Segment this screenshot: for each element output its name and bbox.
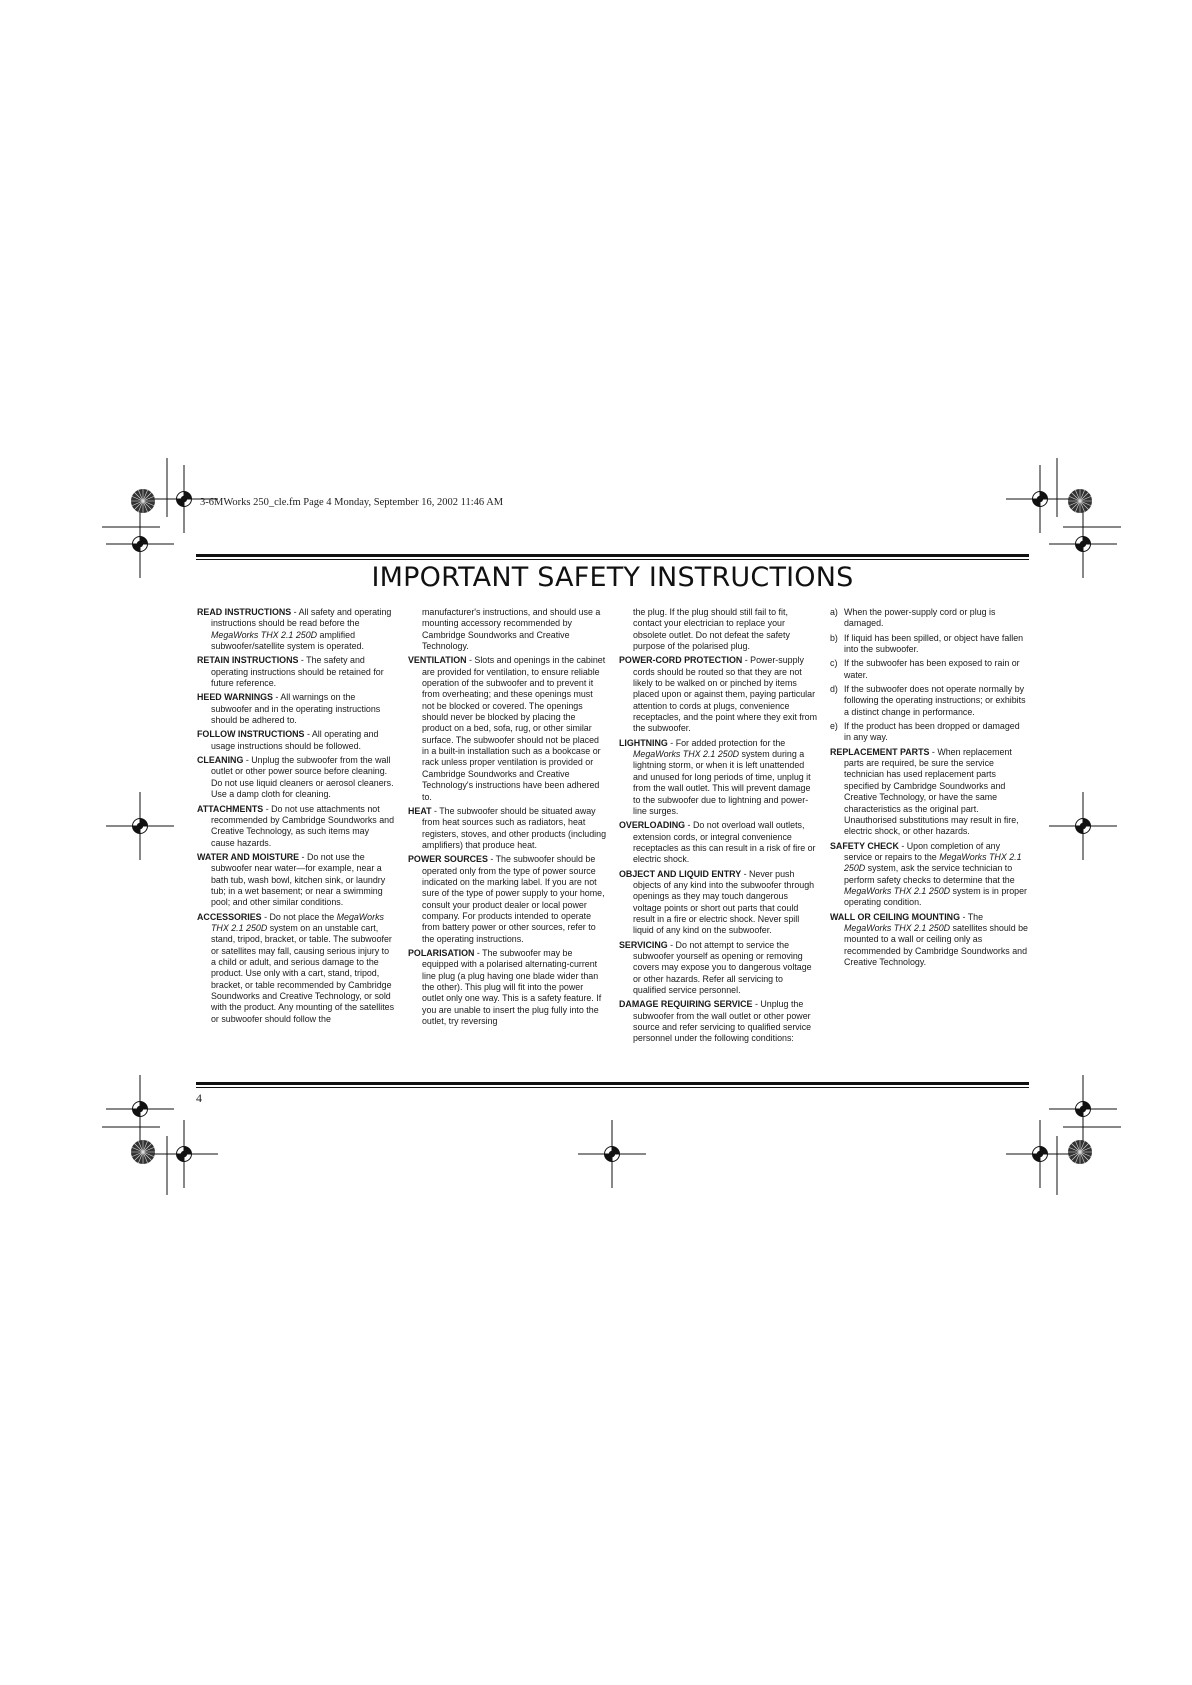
product-name: MegaWorks THX 2.1 250D [844, 922, 951, 933]
instruction-servicing [619, 940, 817, 997]
condition-text: When the power-supply cord or plug is damaged. [844, 607, 996, 629]
instruction-text: - All safety and operating instructions should be read before the [211, 607, 392, 629]
condition-item [830, 721, 1028, 744]
instruction-heat [408, 806, 607, 851]
instruction-heading: CLEANING [197, 755, 244, 766]
instruction-text: amplified subwoofer/satellite system is operated. [211, 629, 364, 652]
instruction-text: - All operating and usage instructions should be followed. [211, 729, 379, 751]
column-4 [830, 607, 1028, 971]
instruction-polarisation [408, 948, 607, 1027]
instruction-heading: FOLLOW INSTRUCTIONS [197, 729, 305, 740]
instruction-text: - All warnings on the subwoofer and in the operating instructions should be adhered to. [211, 692, 381, 726]
instruction-water-moisture [197, 852, 395, 909]
instruction-heading: VENTILATION [408, 655, 467, 666]
condition-item [830, 658, 1028, 681]
condition-item [830, 684, 1028, 718]
instruction-object-liquid [619, 869, 817, 937]
instruction-text: - Do not use the subwoofer near water—for example, near a bath tub, wash bowl, kitchen sink, or laundry tub; in a wet basement; or near a swimming pool; and other similar conditions. [211, 851, 386, 908]
instruction-heading: ACCESSORIES [197, 911, 262, 922]
condition-letter: c) [830, 658, 838, 669]
instruction-text: - Never push objects of any kind into the subwoofer through openings as they may touch dangerous voltage points or short out parts that could result in a fire or electric shock. Never spill liquid of any kind on the subwoofer. [633, 868, 815, 936]
instruction-text: - Do not overload wall outlets, extension cords, or integral convenience receptacles as this can result in a risk of fire or electric shock. [633, 820, 816, 865]
condition-text: If the product has been dropped or damaged in any way. [844, 721, 1020, 743]
instruction-heading: POWER SOURCES [408, 854, 488, 865]
page-title: IMPORTANT SAFETY INSTRUCTIONS [371, 562, 854, 593]
instruction-overloading [619, 820, 817, 865]
product-name: MegaWorks THX 2.1 250D [211, 911, 384, 933]
instruction-safety-check [830, 841, 1028, 909]
instruction-heading: OBJECT AND LIQUID ENTRY [619, 868, 742, 879]
condition-text: If liquid has been spilled, or object have fallen into the subwoofer. [844, 632, 1024, 655]
instruction-cleaning [197, 755, 395, 800]
instruction-heading: HEED WARNINGS [197, 692, 273, 703]
instruction-text: - The subwoofer may be equipped with a polarised alternating-current line plug (a plug having one blade wider than the other). This plug will fit into the power outlet only one way. This is a safety feature. If you are unable to insert the plug fully into the outlet, try reversing [422, 947, 602, 1027]
product-name: MegaWorks THX 2.1 250D [844, 885, 951, 896]
instruction-power-sources [408, 854, 607, 945]
instruction-ventilation [408, 655, 607, 802]
instruction-retain [197, 655, 395, 689]
instruction-replacement-parts [830, 747, 1028, 838]
page-number: 4 [196, 1091, 202, 1105]
instruction-text: - Power-supply cords should be routed so that they are not likely to be walked on or pinched by items placed upon or against them, paying particular attention to cords at plugs, convenience receptacles, and the point where they exit from the subwoofer. [633, 655, 818, 734]
instruction-attachments [197, 804, 395, 849]
instruction-heading: HEAT [408, 805, 432, 816]
instruction-heading: DAMAGE REQUIRING SERVICE [619, 999, 753, 1010]
instruction-heading: WATER AND MOISTURE [197, 851, 300, 862]
instruction-text: - The [960, 911, 984, 922]
instruction-text: system on an unstable cart, stand, tripod, bracket, or table. The subwoofer or satellites may fall, causing serious injury to a child or adult, and serious damage to the product. Use only with a cart, stand, tripod, bracket, or table recommended by Cambridge Soundworks and Creative Technology, or sold with the product. Any mounting of the satellites or subwoofer should follow the [211, 922, 395, 1024]
instruction-text: - Do not attempt to service the subwoofer yourself as opening or removing covers may expose you to dangerous voltage or other hazards. Refer all servicing to qualified service personnel. [633, 939, 812, 995]
bottom-rule [196, 1082, 1029, 1085]
continuation-text: the plug. If the plug should still fail to fit, contact your electrician to replace your obsolete outlet. Do not defeat the safety purpose of the polarised plug. [633, 607, 790, 652]
instruction-text: - Slots and openings in the cabinet are provided for ventilation, to ensure reliable operation of the subwoofer and to prevent it from overheating; and these openings must not be blocked or covered. The openings should never be blocked by placing the product on a bed, sofa, rug, or other similar surface. The subwoofer should not be placed in a built-in installation such as a bookcase or rack unless proper ventilation is provided or Cambridge Soundworks and Creative Technology's instructions have been adhered to. [422, 655, 606, 802]
instruction-damage-service [619, 999, 817, 1044]
instruction-text: - Do not use attachments not recommended by Cambridge Soundworks and Creative Technology, as such items may cause hazards. [211, 803, 395, 848]
instruction-text: system is in proper operating condition. [844, 885, 1027, 908]
instruction-text: - The subwoofer should be operated only from the type of power source indicated on the marking label. If you are not sure of the type of power supply to your home, consult your product dealer or local power company. For products intended to operate from battery power or other sources, refer to the operating instructions. [422, 854, 605, 944]
instruction-lightning [619, 738, 817, 817]
condition-item [830, 607, 1028, 630]
column-2 [408, 607, 607, 1030]
top-rule-thin [196, 559, 1029, 560]
instruction-heading: POLARISATION [408, 947, 475, 958]
instruction-heading: RETAIN INSTRUCTIONS [197, 655, 299, 666]
instruction-heading: REPLACEMENT PARTS [830, 746, 930, 757]
instruction-heading: SERVICING [619, 939, 668, 950]
condition-text: If the subwoofer has been exposed to rain or water. [844, 658, 1020, 680]
instruction-read [197, 607, 395, 652]
continuation-text: manufacturer's instructions, and should use a mounting accessory recommended by Cambridge Soundworks and Creative Technology. [422, 607, 601, 652]
column-3 [619, 607, 817, 1048]
instruction-power-cord [619, 655, 817, 734]
instruction-text: - When replacement parts are required, be sure the service technician has used replacement parts specified by Cambridge Soundworks and Creative Technology, or have the same characteristics as the original part. Unauthorised substitutions may result in fire, electric shock, or other hazards. [844, 746, 1019, 837]
product-name: MegaWorks THX 2.1 250D [844, 851, 1022, 874]
instruction-heading: ATTACHMENTS [197, 803, 264, 814]
instruction-text: - The subwoofer should be situated away from heat sources such as radiators, heat registers, stoves, and other products (including amplifiers) that produce heat. [422, 805, 607, 850]
instruction-text: system, ask the service technician to perform safety checks to determine that the [844, 863, 1015, 885]
instruction-text: - Unplug the subwoofer from the wall outlet or other power source before cleaning. Do not use liquid cleaners or aerosol cleaners. Use a damp cloth for cleaning. [211, 755, 394, 800]
instruction-text: satellites should be mounted to a wall or ceiling only as recommended by Cambridge Soundworks and Creative Technology. [844, 922, 1028, 967]
instruction-heading: LIGHTNING [619, 737, 668, 748]
instruction-text: - Do not place the [261, 911, 337, 922]
top-rule [196, 554, 1029, 557]
instruction-heading: WALL OR CEILING MOUNTING [830, 911, 960, 922]
instruction-text: - Unplug the subwoofer from the wall outlet or other power source and refer servicing to qualified service personnel under the following conditions: [633, 999, 812, 1044]
condition-letter: a) [830, 607, 838, 617]
product-name: MegaWorks THX 2.1 250D [633, 749, 740, 760]
condition-letter: b) [830, 632, 838, 643]
instruction-text: - Upon completion of any service or repairs to the [844, 840, 1001, 862]
instruction-wall-ceiling [830, 912, 1028, 969]
condition-text: If the subwoofer does not operate normally by following the operating instructions; or exhibits a distinct change in performance. [844, 684, 1026, 717]
file-header: 3-6MWorks 250_cle.fm Page 4 Monday, September 16, 2002 11:46 AM [200, 497, 504, 508]
instruction-heading: OVERLOADING [619, 820, 686, 831]
instruction-text: - The safety and operating instructions should be retained for future reference. [211, 655, 384, 689]
bottom-rule-thin [196, 1087, 1029, 1088]
instruction-follow [197, 729, 395, 752]
product-name: MegaWorks THX 2.1 250D [211, 629, 318, 640]
condition-letter: d) [830, 684, 838, 695]
condition-letter: e) [830, 721, 838, 732]
condition-item [830, 633, 1028, 656]
instruction-heading: READ INSTRUCTIONS [197, 607, 292, 617]
instruction-text: system during a lightning storm, or when it is left unattended and unused for long periods of time, unplug it from the wall outlet. This will prevent damage to the subwoofer due to lightning and power-line surges. [633, 749, 811, 816]
instruction-text: - For added protection for the [667, 737, 786, 748]
column-1 [197, 607, 395, 1028]
instruction-heed-warnings [197, 692, 395, 726]
instruction-accessories [197, 912, 395, 1025]
instruction-heading: POWER-CORD PROTECTION [619, 655, 743, 666]
instruction-heading: SAFETY CHECK [830, 840, 899, 851]
